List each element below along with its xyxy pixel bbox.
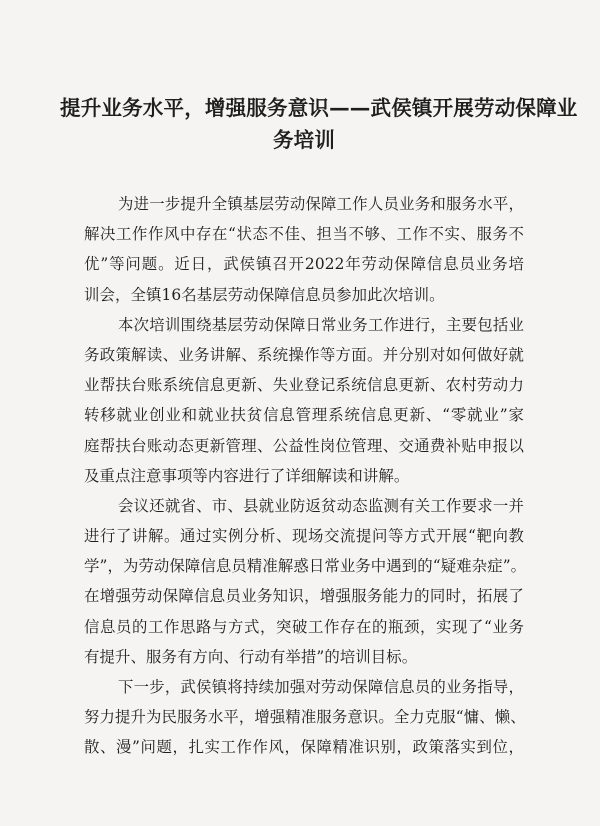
paragraph-line: 业帮扶台账系统信息更新、失业登记系统信息更新、农村劳动力 [84,376,524,395]
paragraph-1 [84,189,524,310]
paragraph-line: 优”等问题。近日，武侯镇召开2022年劳动保障信息员业务培 [84,255,524,274]
paragraph-line: 信息员的工作思路与方式，突破工作存在的瓶颈，实现了“业务 [84,617,524,636]
paragraph-line: 进行了讲解。通过实例分析、现场交流提问等方式开展“靶向教 [84,527,524,546]
paragraph-line: 有提升、服务有方向、行动有举措”的培训目标。 [84,647,418,666]
title-line: 提升业务水平，增强服务意识——武侯镇开展劳动保障业 [60,96,578,120]
paragraph-line: 本次培训围绕基层劳动保障日常业务工作进行，主要包括业 [118,315,524,334]
paragraph-line: 及重点注意事项等内容进行了详细解读和讲解。 [84,466,410,485]
paragraph-line: 训会，全镇16名基层劳动保障信息员参加此次培训。 [84,285,445,304]
paragraph-line: 散、漫”问题，扎实工作作风，保障精准识别，政策落实到位， [84,738,524,757]
paragraph-3 [84,491,527,672]
paragraph-line: 在增强劳动保障信息员业务知识，增强服务能力的同时，拓展了 [84,587,524,606]
paragraph-line: 为进一步提升全镇基层劳动保障工作人员业务和服务水平， [118,195,524,213]
paragraph-4 [84,672,524,763]
paragraph-2 [84,310,524,491]
title-line: 务培训 [272,128,336,152]
paragraph-line: 庭帮扶台账动态更新管理、公益性岗位管理、交通费补贴申报以 [84,436,524,455]
paragraph-line: 努力提升为民服务水平，增强精准服务意识。全力克服“慵、懒、 [84,708,526,727]
paragraph-line: 会议还就省、市、县就业防返贫动态监测有关工作要求一并 [118,496,524,515]
paragraph-line: 务政策解读、业务讲解、系统操作等方面。并分别对如何做好就 [84,345,524,364]
paragraph-line: 解决工作作风中存在“状态不佳、担当不够、工作不实、服务不 [84,225,524,244]
paragraph-line: 转移就业创业和就业扶贫信息管理系统信息更新、“零就业”家 [84,406,524,425]
paragraph-line: 下一步，武侯镇将持续加强对劳动保障信息员的业务指导， [118,678,524,696]
document-title [60,92,578,156]
document-body [84,189,527,763]
paragraph-line: 学”，为劳动保障信息员精准解惑日常业务中遇到的“疑难杂症”。 [84,557,527,576]
